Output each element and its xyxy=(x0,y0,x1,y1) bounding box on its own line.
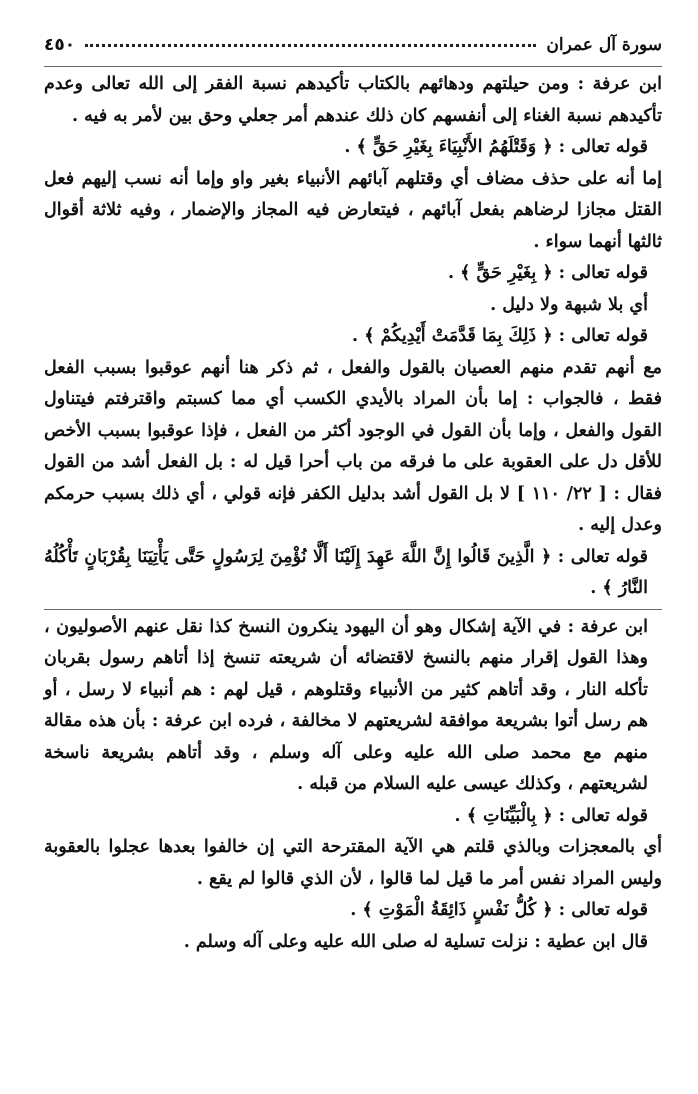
divider xyxy=(44,609,662,610)
paragraph: مع أنهم تقدم منهم العصيان بالقول والفعل ، ثم ذكر هنا أنهم عوقبوا بسبب الفعل فقط ، فالجواب : إما بأن المراد بالأيدي الكسب أي مما كسبتم واقترفتم فيتناول القول والفعل ، وإما بأن القول في الوجود أكثر من الفعل ، فإذا عوقبوا بسبب الأخص للأقل دل على العقوبة على ما فرقه من باب أحرا قيل له : بل الفعل أشد من القول فقال : [ ٢٢/ ١١٠ ] لا بل القول أشد بدليل الكفر فإنه قولي ، أي ذلك بسبب حرمكم وعدل إليه . xyxy=(44,357,662,535)
verse-heading: قوله تعالى : ﴿ ذَلِكَ بِمَا قَدَّمَتْ أَيْدِيكُمْ ﴾ . xyxy=(352,326,648,346)
paragraph: إما أنه على حذف مضاف أي وقتلهم آبائهم الأنبياء بغير واو وإما أنه نسب إليهم فعل القتل مجازا لرضاهم بفعل آبائهم ، فيتعارض فيه المجاز والإضمار ، وفيه ثلاثة أقوال ثالثها أنهما سواء . xyxy=(44,168,662,252)
verse-heading: قوله تعالى : ﴿ الَّذِينَ قَالُوا إِنَّ اللَّهَ عَهِدَ إِلَيْنَا أَلَّا نُؤْمِنَ لِرَسُولٍ حَتَّى يَأْتِيَنَا بِقُرْبَانٍ تَأْكُلُهُ النَّارُ ﴾ . xyxy=(44,546,648,598)
verse-heading: قوله تعالى : ﴿ بِالْبَيِّنَاتِ ﴾ . xyxy=(454,805,648,826)
surah-title: سورة آل عمران xyxy=(546,35,662,55)
paragraph: أي بالمعجزات وبالذي قلتم هي الآية المقترحة التي إن خالفوا بعدها عجلوا بالعقوبة وليس المراد نفس أمر ما قيل لما قالوا ، لأن الذي قالوا لم يقع . xyxy=(44,837,662,889)
running-header xyxy=(44,30,662,60)
paragraph: ابن عرفة : ومن حيلتهم ودهائهم بالكتاب تأكيدهم نسبة الفقر إلى الله تعالى وعدم تأكيدهم نسبة الغناء إلى أنفسهم كان ذلك عندهم أمر جعلي وحق بين لأمر به فيه . xyxy=(44,74,662,126)
page-number: ٤٥٠ xyxy=(44,35,76,55)
document-page xyxy=(44,30,662,958)
header-dotted-rule xyxy=(85,44,536,47)
body-text xyxy=(44,66,662,958)
verse-heading: قوله تعالى : ﴿ وَقَتْلَهُمُ الأَنْبِيَاءَ بِغَيْرِ حَقٍّ ﴾ . xyxy=(344,137,648,157)
header-divider xyxy=(44,66,662,67)
paragraph: ابن عرفة : في الآية إشكال وهو أن اليهود ينكرون النسخ كذا نقل عنهم الأصوليون ، وهذا القول إقرار منهم بالنسخ لاقتضائه أن شريعته تنسخ إذا أتاهم رسول بقربان تأكله النار ، وقد أتاهم كثير من الأنبياء وقتلوهم ، قيل لهم : هم أنبياء لا رسل ، أو هم رسل أتوا بشريعة موافقة لشريعتهم لا مخالفة ، فرده ابن عرفة : بأن هذه مقالة منهم مع محمد صلى الله عليه وعلى آله وسلم ، وقد أتاهم بشريعة ناسخة لشريعتهم ، وكذلك عيسى عليه السلام من قبله . xyxy=(44,616,648,794)
paragraph: أي بلا شبهة ولا دليل . xyxy=(490,294,648,315)
verse-heading: قوله تعالى : ﴿ كُلُّ نَفْسٍ ذَائِقَةُ الْمَوْتِ ﴾ . xyxy=(350,900,648,920)
verse-heading: قوله تعالى : ﴿ بِغَيْرِ حَقٍّ ﴾ . xyxy=(447,263,648,283)
paragraph: قال ابن عطية : نزلت تسلية له صلى الله عليه وعلى آله وسلم . xyxy=(183,931,648,952)
